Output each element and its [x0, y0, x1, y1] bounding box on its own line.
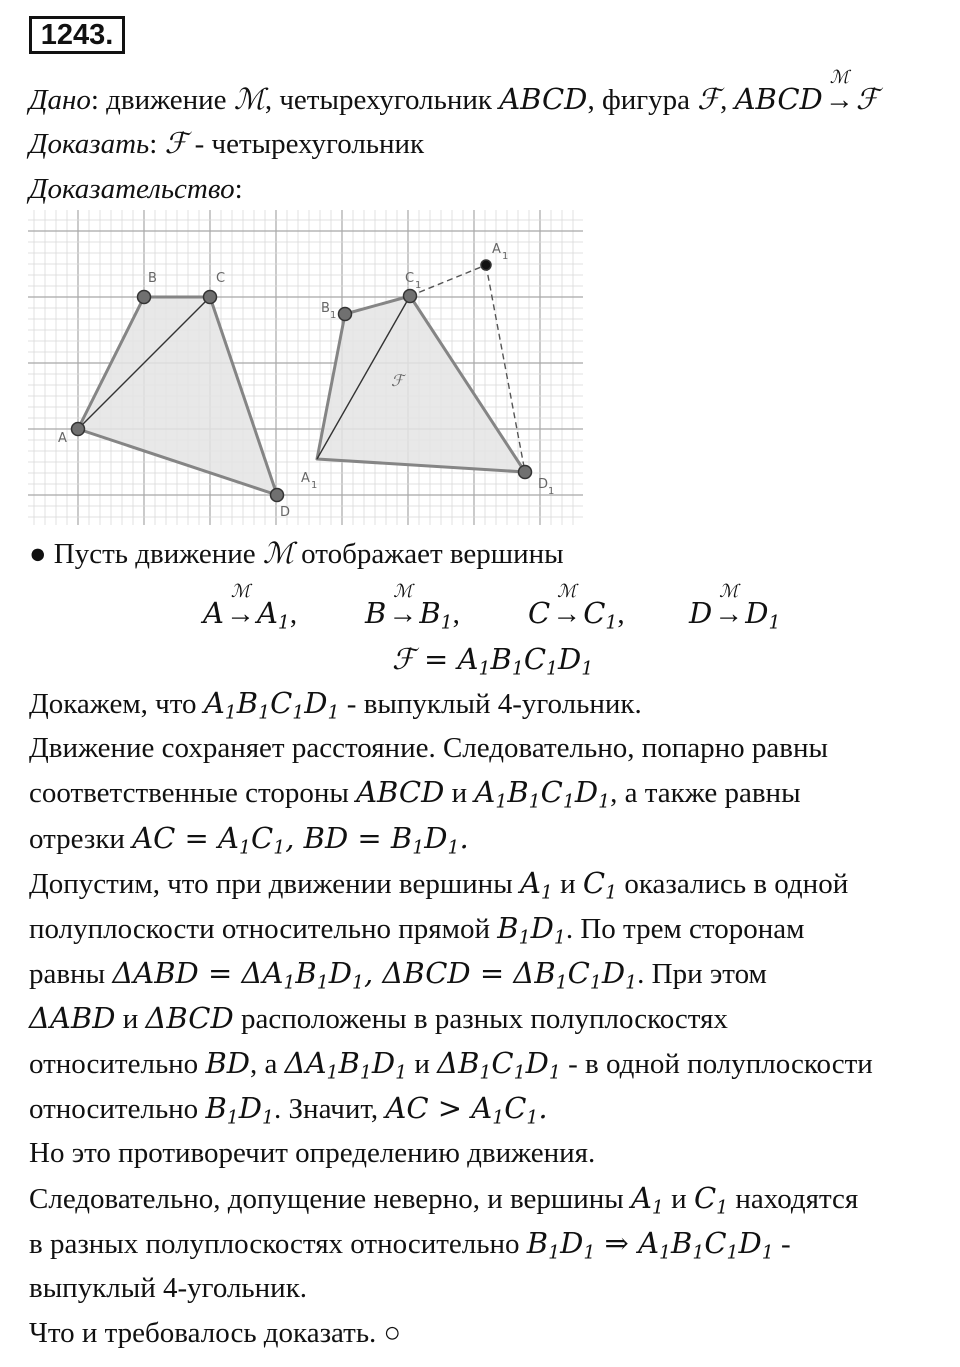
text: - выпуклый 4-угольник.: [339, 688, 642, 720]
para-10: [29, 1089, 548, 1128]
label-b1: B: [321, 301, 330, 316]
bullet-line: [29, 534, 564, 573]
para-3: [29, 773, 801, 812]
map-from: A: [203, 596, 224, 630]
map-d: [689, 581, 781, 634]
label-b: B: [148, 271, 157, 286]
text: Допустим, что при движении вершины: [29, 868, 520, 900]
figure-symbol: ℱ: [697, 82, 721, 116]
text: - в одной полуплоскости: [560, 1048, 873, 1080]
prove-label: Доказать: [29, 128, 150, 160]
para-7: [29, 954, 767, 993]
geometry-diagram: [28, 210, 583, 525]
math: ABCD: [356, 775, 445, 809]
text: , а: [250, 1048, 285, 1080]
motion-symbol: ℳ: [233, 82, 265, 116]
label-b1-sub: 1: [330, 310, 337, 321]
map-sub: 1: [768, 612, 781, 634]
point-b1: [339, 308, 352, 321]
label-c1-sub: 1: [415, 280, 422, 291]
map-sub: 1: [440, 612, 453, 634]
math: AC > $A_1C_1$.: [385, 1091, 548, 1129]
given-text: , четырехугольник: [264, 84, 500, 116]
text: и: [115, 1003, 146, 1035]
text: полуплоскости относительно прямой: [29, 913, 498, 945]
label-a1-lower-sub: 1: [311, 480, 318, 491]
para-11: Но это противоречит определению движения.: [29, 1137, 596, 1169]
proof-colon: :: [234, 173, 243, 205]
prove-text: :: [149, 128, 165, 160]
point-a1: [481, 260, 491, 270]
para-1: [29, 684, 642, 723]
text: оказались в одной: [617, 868, 849, 900]
map-to: D: [745, 596, 769, 630]
figure-f-fill: [317, 296, 525, 472]
para-2: Движение сохраняет расстояние. Следовательно, попарно равны: [29, 732, 828, 764]
math: AC = $A_1C_1$, BD = $B_1D_1$.: [132, 821, 469, 859]
label-a1-sub: 1: [502, 251, 509, 262]
prove-text: - четырехугольник: [187, 128, 425, 160]
map-from: D: [689, 596, 713, 630]
math: $B_1D_1$ ⇒ $A_1B_1C_1D_1$: [526, 1226, 774, 1264]
map-arrow: ℳ →: [224, 595, 257, 633]
text: . По трем сторонам: [565, 913, 805, 945]
given-line: [29, 67, 879, 119]
label-d1-sub: 1: [548, 486, 555, 497]
quad-name: ABCD: [499, 82, 588, 116]
map-arrow-label: ℳ: [557, 581, 577, 602]
motion-symbol: ℳ: [262, 536, 294, 570]
map-b: [365, 581, 460, 634]
text: . При этом: [637, 958, 767, 990]
given-text: ,: [720, 84, 735, 116]
eq-lhs: ℱ =: [392, 642, 458, 676]
map-sub: 1: [605, 612, 618, 634]
text: -: [773, 1228, 791, 1260]
label-a1-lower: A: [301, 471, 310, 486]
para-14: выпуклый 4-угольник.: [29, 1272, 308, 1304]
label-a: A: [58, 431, 67, 446]
text: Докажем, что: [29, 688, 204, 720]
quad-a1b1c1d1: [317, 265, 525, 472]
text: в разных полуплоскостях относительно: [29, 1228, 527, 1260]
math: ΔBCD: [145, 1001, 234, 1035]
proof-heading: [29, 170, 243, 208]
text: равны: [29, 958, 113, 990]
point-c1: [404, 290, 417, 303]
point-c: [204, 291, 217, 304]
text: относительно: [29, 1048, 206, 1080]
para-8: [29, 999, 728, 1038]
map-arrow: ℳ →: [550, 595, 583, 633]
label-figure-f: ℱ: [391, 371, 404, 390]
text: Следовательно, допущение неверно, и вершины: [29, 1183, 631, 1215]
text: отрезки: [29, 823, 133, 855]
label-d: D: [280, 505, 291, 520]
label-c: C: [216, 271, 226, 286]
math: BD: [205, 1046, 250, 1080]
math: $B_1D_1$: [497, 911, 566, 949]
bullet-text: Пусть движение: [46, 538, 263, 570]
map-arrow-label: ℳ: [719, 581, 739, 602]
para-5: [29, 864, 848, 903]
given-text: , фигура: [587, 84, 698, 116]
bullet-text: отображает вершины: [293, 538, 564, 570]
math: ΔABD: [29, 1001, 116, 1035]
text: и: [552, 868, 583, 900]
map-to: A: [256, 596, 278, 630]
para-6: [29, 909, 804, 948]
mapping-from: ABCD: [734, 82, 823, 116]
point-a: [72, 423, 85, 436]
given-text: : движение: [90, 84, 234, 116]
math: $A_1B_1C_1D_1$: [203, 686, 340, 724]
map-a: [203, 581, 298, 634]
mapping-arrow: [823, 67, 856, 119]
map-to: B: [419, 596, 441, 630]
math: $A_1$: [630, 1181, 664, 1219]
text: расположены в разных полуплоскостях: [233, 1003, 728, 1035]
point-b: [138, 291, 151, 304]
map-from: C: [528, 596, 551, 630]
text: и: [407, 1048, 438, 1080]
para-13: [29, 1224, 791, 1263]
figure-equation: ℱ = $A_1B_1C_1D_1$: [392, 642, 594, 680]
math: $\Delta A_1B_1D_1$: [284, 1046, 408, 1084]
map-sub: 1: [277, 612, 290, 634]
prove-line: [29, 124, 424, 163]
math: $C_1$: [693, 1181, 729, 1219]
para-4: [29, 819, 469, 858]
math: $C_1$: [582, 866, 618, 904]
bullet-glyph: ●: [29, 538, 47, 570]
label-a1: A: [492, 242, 501, 257]
map-from: B: [365, 596, 387, 630]
text: и: [663, 1183, 694, 1215]
para-9: [29, 1044, 873, 1083]
map-to: C: [583, 596, 606, 630]
text: соответственные стороны: [29, 777, 357, 809]
map-arrow: ℳ →: [712, 595, 745, 633]
map-c: [528, 581, 625, 634]
text: , а также равны: [610, 777, 801, 809]
arrow-glyph: →: [824, 84, 854, 116]
math: $B_1D_1$: [205, 1091, 275, 1129]
arrow-label: ℳ: [829, 67, 849, 88]
text: относительно: [29, 1093, 206, 1125]
math: $A_1$: [519, 866, 553, 904]
label-d1: D: [538, 477, 549, 492]
proof-label: Доказательство: [29, 173, 235, 205]
map-arrow-label: ℳ: [393, 581, 413, 602]
point-d: [271, 489, 284, 502]
problem-number: 1243.: [29, 16, 125, 54]
para-12: [29, 1179, 858, 1218]
map-sep: ,: [289, 598, 298, 630]
mapping-to: ℱ: [855, 82, 879, 116]
math: $\Delta B_1C_1D_1$: [437, 1046, 561, 1084]
figure-symbol: ℱ: [164, 126, 188, 160]
text: и: [444, 777, 475, 809]
map-arrow: ℳ →: [386, 595, 419, 633]
map-sep: ,: [617, 598, 625, 630]
label-c1: C: [405, 271, 415, 286]
map-arrow-label: ℳ: [230, 581, 251, 602]
text: находятся: [728, 1183, 859, 1215]
math: $A_1B_1C_1D_1$: [474, 775, 611, 813]
given-label: Дано: [29, 84, 91, 116]
point-d1: [519, 466, 532, 479]
map-sep: ,: [452, 598, 460, 630]
text: . Значит,: [274, 1093, 386, 1125]
math: $\Delta ABD = \Delta A_1B_1D_1$, $\Delta BCD = \Delta B_1C_1D_1$: [112, 956, 638, 994]
para-15: Что и требовалось доказать. ○: [29, 1317, 402, 1349]
